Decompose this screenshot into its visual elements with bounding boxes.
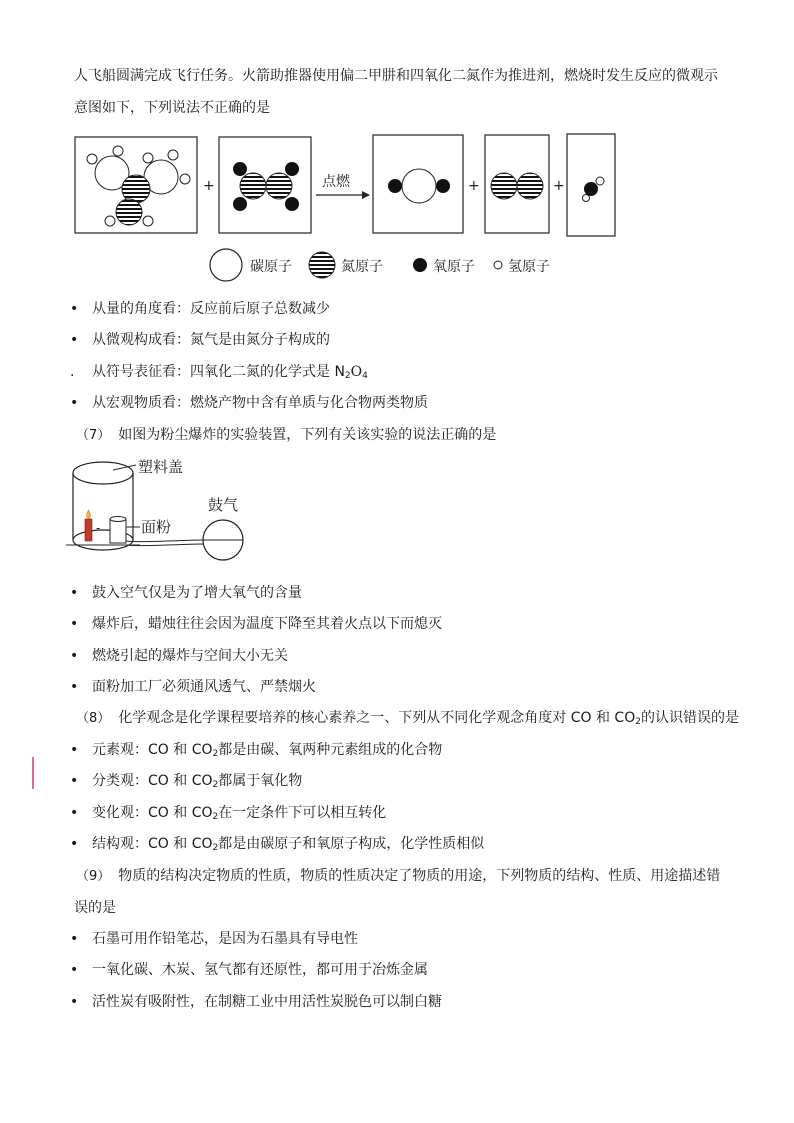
bullet: . xyxy=(70,364,75,380)
bullet: • xyxy=(70,994,79,1010)
svg-text:氢原子: 氢原子 xyxy=(508,259,550,275)
q9-stem-line-1 xyxy=(76,866,720,887)
lid-label: 塑料盖 xyxy=(138,458,184,476)
q9-stem-line-2: 误的是 xyxy=(74,900,116,916)
svg-text:氧原子: 氧原子 xyxy=(433,259,475,275)
bullet: • xyxy=(70,585,79,601)
question-text: 物质的结构决定物质的性质，物质的性质决定了物质的用途，下列物质的结构、性质、用途描述错 xyxy=(118,868,721,884)
plus-sign-2: + xyxy=(468,178,480,194)
bullet: • xyxy=(70,332,79,348)
bullet: • xyxy=(70,931,79,947)
question-number: （7） xyxy=(76,428,111,443)
q7-option-c[interactable] xyxy=(70,646,288,666)
formula-part: O xyxy=(350,364,363,380)
bullet: • xyxy=(70,301,79,317)
subscript: 2 xyxy=(212,780,219,790)
bullet: • xyxy=(70,773,79,789)
bullet: • xyxy=(70,648,79,664)
option-text: 从宏观物质看：燃烧产物中含有单质与化合物两类物质 xyxy=(92,395,428,411)
option-text: 面粉加工厂必须通风透气、严禁烟火 xyxy=(92,679,316,695)
option-text: 爆炸后，蜡烛往往会因为温度下降至其着火点以下而熄灭 xyxy=(92,616,442,632)
option-text-end: 都是由碳原子和氧原子构成，化学性质相似 xyxy=(218,836,485,852)
bullet: • xyxy=(70,679,79,695)
option-text-end: 都是由碳、氧两种元素组成的化合物 xyxy=(218,742,443,758)
subscript: 2 xyxy=(212,843,219,853)
question-text: 如图为粉尘爆炸的实验装置，下列有关该实验的说法正确的是 xyxy=(118,427,497,443)
candle xyxy=(85,519,92,541)
bullet: • xyxy=(70,805,79,821)
option-text: 从量的角度看：反应前后原子总数减少 xyxy=(92,301,330,317)
q9-option-c[interactable] xyxy=(70,992,442,1012)
q9-option-b[interactable] xyxy=(70,960,428,980)
svg-text:碳原子: 碳原子 xyxy=(250,259,292,275)
question-text-end: 的认识错误的是 xyxy=(640,710,739,726)
subscript: 2 xyxy=(635,717,641,727)
q8-option-b[interactable] xyxy=(70,771,302,795)
subscript: 2 xyxy=(212,812,219,822)
option-text: 从符号表征看：四氧化二氮的化学式是 N xyxy=(92,364,345,380)
flour-cup xyxy=(110,519,126,543)
intro-line-2: 意图如下，下列说法不正确的是 xyxy=(74,100,270,116)
subscript: 2 xyxy=(344,371,351,381)
svg-text:-: - xyxy=(96,521,101,535)
option-text: 结构观：CO 和 CO xyxy=(92,836,213,852)
option-text: 鼓入空气仅是为了增大氧气的含量 xyxy=(92,585,302,601)
option-text: 石墨可用作铅笔芯，是因为石墨具有导电性 xyxy=(92,931,358,947)
option-text: 元素观：CO 和 CO xyxy=(92,742,213,758)
subscript: 4 xyxy=(362,371,368,381)
intro-line-1: 人飞船圆满完成飞行任务。火箭助推器使用偏二甲肼和四氧化二氮作为推进剂，燃烧时发生反应的微观示 xyxy=(74,68,718,84)
bullet: • xyxy=(70,742,79,758)
option-text: 一氧化碳、木炭、氢气都有还原性，都可用于冶炼金属 xyxy=(92,962,428,978)
flour-label: 面粉 xyxy=(141,518,172,536)
q7-option-b[interactable] xyxy=(70,614,442,634)
bullet: • xyxy=(70,836,79,852)
question-number: （8） xyxy=(76,711,111,726)
q7-option-d[interactable] xyxy=(70,677,316,697)
air-tube xyxy=(126,540,205,542)
margin-mark xyxy=(32,757,34,789)
subscript: 2 xyxy=(212,749,219,759)
reaction-condition: 点燃 xyxy=(322,174,350,190)
bullet: • xyxy=(70,616,79,632)
plus-sign-1: + xyxy=(203,178,215,194)
q8-option-a[interactable] xyxy=(70,740,442,764)
question-text: 化学观念是化学课程要培养的核心素养之一、下列从不同化学观念角度对 CO 和 CO xyxy=(118,710,636,726)
q8-stem xyxy=(76,708,739,732)
q8-option-d[interactable] xyxy=(70,834,484,858)
option-text: 分类观：CO 和 CO xyxy=(92,773,213,789)
question-number: （9） xyxy=(76,869,111,884)
q9-option-a[interactable] xyxy=(70,929,358,949)
bullet: • xyxy=(70,962,79,978)
q8-option-c[interactable] xyxy=(70,803,386,827)
bullet: • xyxy=(70,395,79,411)
plastic-lid xyxy=(73,462,133,484)
option-text-end: 在一定条件下可以相互转化 xyxy=(218,805,387,821)
option-text: 从微观构成看：氮气是由氮分子构成的 xyxy=(92,332,330,348)
flame xyxy=(87,510,91,519)
option-text: 燃烧引起的爆炸与空间大小无关 xyxy=(92,648,288,664)
option-text-end: 都属于氧化物 xyxy=(218,773,303,789)
svg-text:氮原子: 氮原子 xyxy=(341,259,383,275)
option-text: 变化观：CO 和 CO xyxy=(92,805,213,821)
blow-label: 鼓气 xyxy=(208,496,239,514)
plus-sign-3: + xyxy=(553,178,565,194)
q7-option-a[interactable] xyxy=(70,583,302,603)
option-text: 活性炭有吸附性，在制糖工业中用活性炭脱色可以制白糖 xyxy=(92,994,442,1010)
